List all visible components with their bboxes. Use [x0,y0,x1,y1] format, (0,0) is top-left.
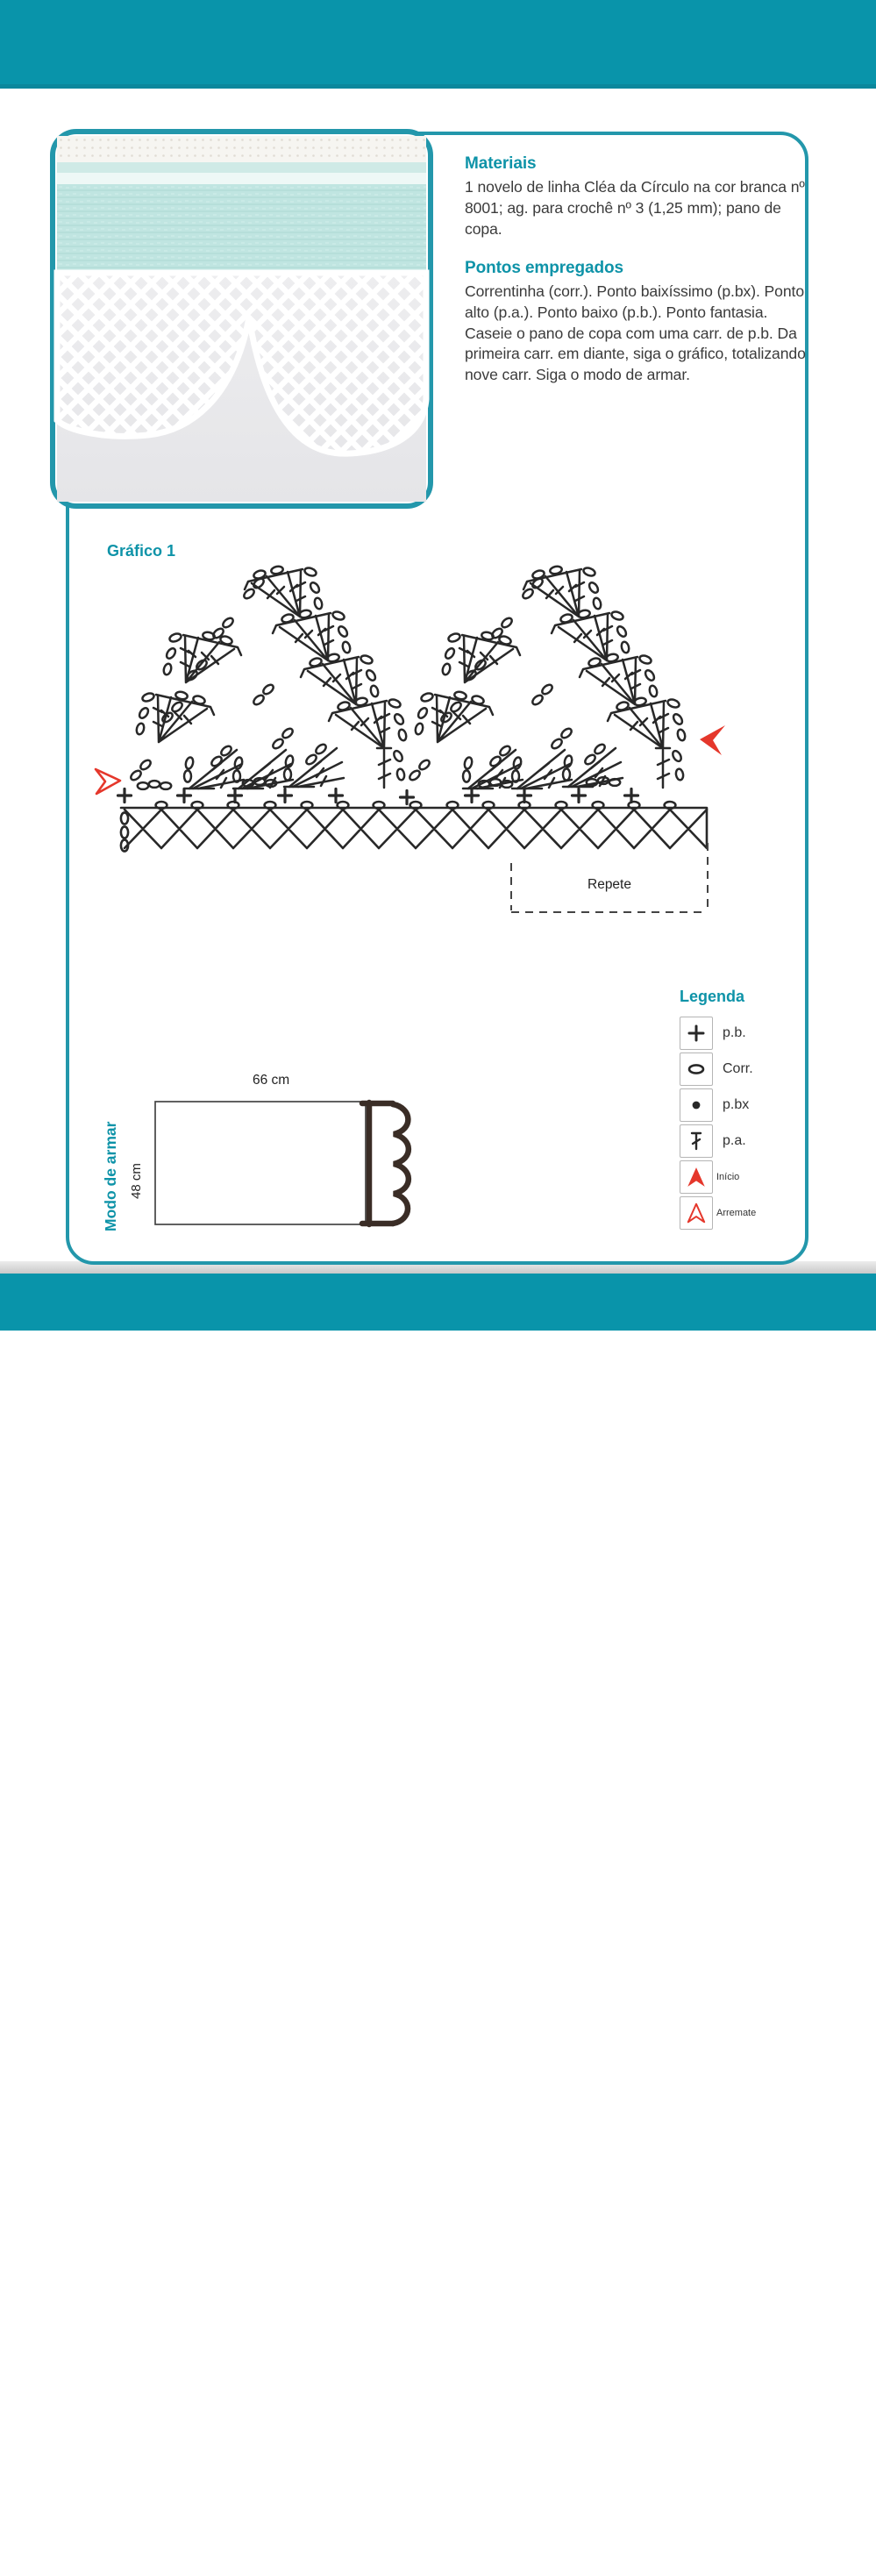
stitches-section [465,257,808,385]
legend-item [680,1124,756,1158]
start-icon [680,1160,713,1194]
pbx-icon [680,1088,713,1122]
crochet-chart [75,561,750,934]
legend-item [680,1017,756,1050]
legend-label: p.b. [723,1025,746,1040]
legend-label: Arremate [716,1208,757,1218]
aqua-band [57,184,426,276]
pb-icon [680,1017,713,1050]
stitches-text: Correntinha (corr.). Ponto baixíssimo (p.bx). Ponto alto (p.a.). Ponto baixo (p.b.). Ponto fantasia. Caseie o pano de copa com uma carr. de p.b. Da primeira carr. em diante, siga o gráfico, totalizando nove carr. Siga o modo de armar. [465,282,806,383]
finish-icon [680,1196,713,1230]
page-number: 37 [815,2555,836,2575]
legend-item [680,1196,756,1230]
lace-motif-repeat [414,566,686,788]
materials-heading: Materiais [465,154,537,173]
legend-item [680,1053,756,1086]
start-arrow-icon [700,725,725,755]
legend-label: p.a. [723,1133,746,1148]
legend [680,988,756,1232]
legend-label: p.bx [723,1097,750,1112]
header-bar [0,0,876,89]
foundation-chains [156,802,676,809]
turning-chains [121,812,128,851]
repeat-label: Repete [588,877,631,892]
materials-text: 1 novelo de linha Cléa da Círculo na cor branca nº 8001; ag. para crochê nº 3 (1,25 mm); pano de copa. [465,178,805,238]
legend-label: Início [716,1172,740,1182]
pa-icon [680,1124,713,1158]
assembly-heading: Modo de armar [102,1121,119,1231]
width-label: 66 cm [253,1073,290,1088]
white-stripe [57,173,426,184]
chart-title: Gráfico 1 [107,542,176,560]
foundation-row [121,802,707,852]
assembly-diagram [79,1067,430,1242]
aida-cloth [57,136,426,166]
finish-arrow-icon [96,769,120,794]
photo [50,129,433,509]
photo-image [57,136,426,502]
legend-label: Corr. [723,1061,753,1076]
cloth-outline [155,1102,366,1224]
legend-heading: Legenda [680,988,745,1005]
chain-icon [680,1053,713,1086]
legend-item [680,1160,756,1194]
legend-item [680,1088,756,1122]
scallop-edge [362,1102,409,1224]
materials-section [465,153,808,239]
stitches-heading: Pontos empregados [465,259,623,277]
height-label: 48 cm [129,1163,144,1199]
footer-bar [0,1274,876,2575]
lace-motif [135,566,407,788]
